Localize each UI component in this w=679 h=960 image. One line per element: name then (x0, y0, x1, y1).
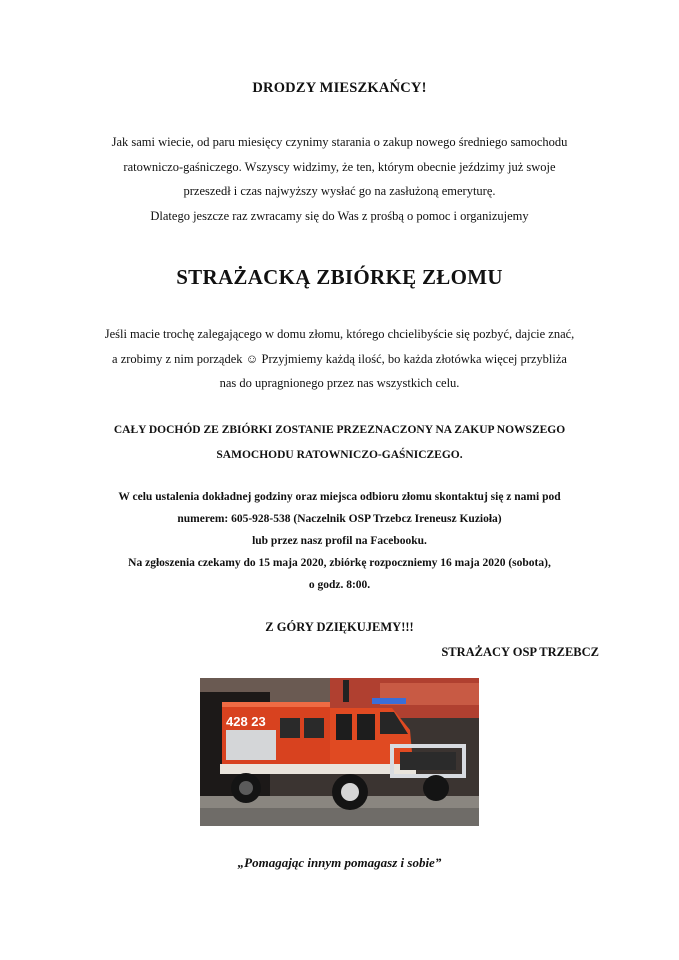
motto: „Pomagając innym pomagasz i sobie” (237, 855, 442, 870)
intro-line: Jak sami wiecie, od paru miesięcy czynimy starania o zakup nowego średniego samochodu (111, 135, 568, 149)
fire-truck-photo (200, 678, 479, 826)
intro-line: przeszedł i czas najwyższy wysłać go na zasłużoną emeryturę. (183, 184, 496, 198)
contact-line: W celu ustalenia dokładnej godziny oraz miejsca odbioru złomu skontaktuj się z nami pod (118, 491, 561, 503)
truck-plate-text: 428 23 (226, 714, 266, 729)
intro-line: ratowniczo-gaśniczego. Wszyscy widzimy, że ten, którym obecnie jeździmy już swoje (123, 159, 556, 174)
contact-line: o godz. 8:00. (308, 579, 371, 591)
details-line: nas do upragnionego przez nas wszystkich celu. (219, 376, 460, 390)
contact-line: lub przez nasz profil na Facebooku. (252, 535, 427, 547)
income-line: SAMOCHODU RATOWNICZO-GAŚNICZEGO. (216, 448, 463, 461)
intro-line: Dlatego jeszcze raz zwracamy się do Was z prośbą o pomoc i organizujemy (150, 208, 529, 223)
event-headline: STRAŻACKĄ ZBIÓRKĘ ZŁOMU (176, 265, 503, 289)
contact-line: Na zgłoszenia czekamy do 15 maja 2020, zbiórkę rozpoczniemy 16 maja 2020 (sobota), (128, 557, 551, 569)
details-paragraph (0, 322, 679, 396)
contact-line: numerem: 605-928-538 (Naczelnik OSP Trzebcz Ireneusz Kuzioła) (177, 513, 502, 525)
thanks-line: Z GÓRY DZIĘKUJEMY!!! (265, 620, 414, 634)
details-line: a zrobimy z nim porządek ☺ Przyjmiemy każdą ilość, bo każda złotówka więcej przybliża (112, 351, 567, 366)
income-line: CAŁY DOCHÓD ZE ZBIÓRKI ZOSTANIE PRZEZNACZONY NA ZAKUP NOWSZEGO (113, 424, 566, 436)
details-line: Jeśli macie trochę zalegającego w domu złomu, którego chcielibyście się pozbyć, dajcie znać, (104, 327, 575, 341)
intro-paragraph (0, 130, 679, 228)
signature: STRAŻACY OSP TRZEBCZ (441, 645, 599, 659)
greeting-heading: DRODZY MIESZKAŃCY! (252, 80, 427, 96)
income-notice (0, 418, 679, 467)
contact-paragraph (0, 486, 679, 596)
